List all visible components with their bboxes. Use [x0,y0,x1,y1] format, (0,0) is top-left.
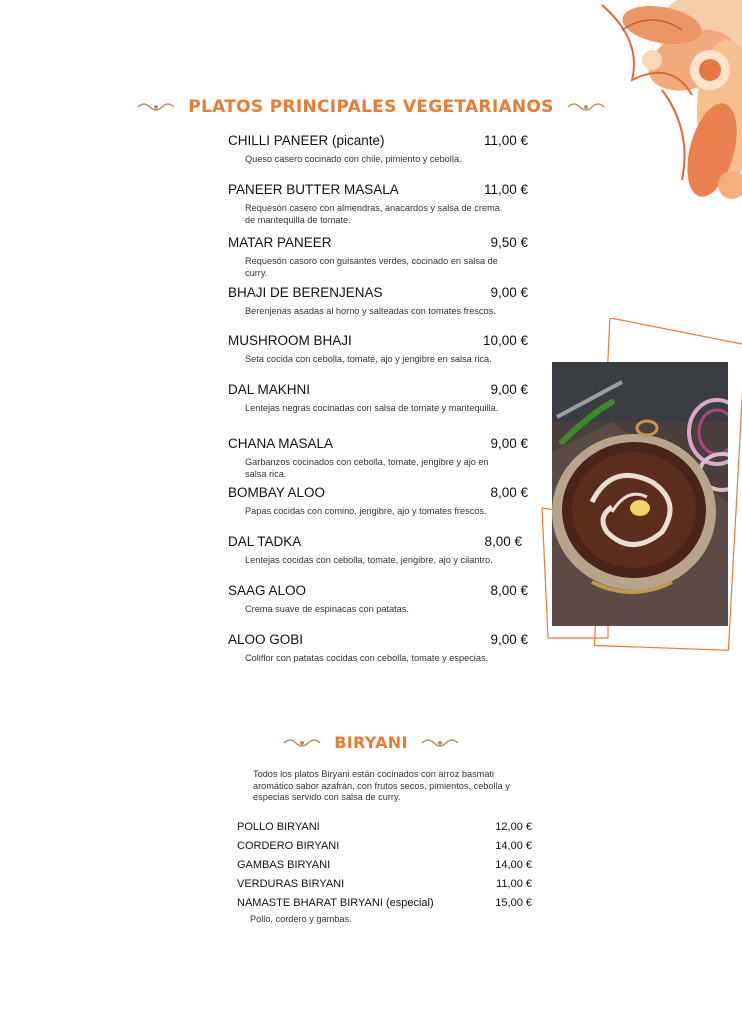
dish-description: Lentejas cocidas con cebolla, tomate, jengibre, ajo y cilantro. [245,555,493,565]
dish-description: Requesón casoro con guisantes verdes, cocinado en salsa de curry. [245,256,498,278]
biryani-name: CORDERO BIRYANI [237,840,340,852]
dish-price: 10,00 € [482,333,528,348]
right-flourish-icon [566,101,606,113]
dish-name: SAAG ALOO [228,583,307,598]
dish-description: Crema suave de espinacas con patatas. [245,604,409,614]
biryani-special-note: Pollo, cordero y gambas. [250,914,352,924]
dish-price: 8,00 € [490,485,528,500]
dish-name: BOMBAY ALOO [228,485,326,500]
food-photo-frame [538,318,742,654]
dish-description: Lentejas negras cocinadas con salsa de tomate y mantequilla. [245,403,499,413]
dish-description: Berenjenas asadas al horno y salteadas con tomates frescos. [245,306,496,316]
biryani-price: 12,00 € [495,821,532,833]
dish-name: CHANA MASALA [228,436,334,451]
biryani-price: 14,00 € [495,840,532,852]
biryani-title-text: BIRYANI [334,733,408,752]
dish-description: Garbanzos cocinados con cebolla, tomate, jengibre y ajo en salsa rica. [245,457,489,479]
biryani-price: 11,00 € [496,878,532,890]
dish-price: 11,00 € [483,133,528,148]
biryani-name: NAMASTE BHARAT BIRYANI (especial) [237,897,434,909]
dish-price: 8,00 € [490,583,528,598]
dish-price: 9,00 € [490,436,528,451]
left-flourish-icon [136,101,176,113]
dish-price: 9,00 € [490,382,528,397]
dish-name: DAL TADKA [228,534,302,549]
dish-price: 9,50 € [490,235,528,250]
dish-name: MUSHROOM BHAJI [228,333,352,348]
dal-makhni-photo [552,362,728,626]
dish-description: Requesón casero con almendras, anacardos y salsa de crema de mantequilla de tomate. [245,203,500,225]
biryani-name: GAMBAS BIRYANI [237,859,331,871]
biryani-intro: Todos los platos Biryani están cocinados con arroz basmati aromático sabor azafrán, con frutos secos, pimientos, cebolla y especias servido con salsa de curry. [253,769,510,802]
dish-description: Queso casero cocinado con chile, pimiento y cebolla. [245,154,462,164]
dish-price: 9,00 € [490,632,528,647]
dish-name: MATAR PANEER [228,235,332,250]
biryani-name: POLLO BIRYANI [237,821,320,833]
dish-name: DAL MAKHNI [228,382,311,397]
dish-price: 9,00 € [490,285,528,300]
veg-title-text: PLATOS PRINCIPALES VEGETARIANOS [188,97,554,117]
right-flourish-icon [420,737,460,749]
dish-description: Coliflor con patatas cocidas con cebolla, tomate y especias. [245,653,489,663]
dish-name: CHILLI PANEER (picante) [228,133,385,148]
dish-price: 8,00 € [484,534,522,549]
dish-name: ALOO GOBI [228,632,304,647]
dish-description: Papas cocidas con comino, jengibre, ajo y tomates frescos. [245,506,487,516]
veg-section-title [0,97,742,117]
dish-price: 11,00 € [483,182,528,197]
left-flourish-icon [282,737,322,749]
biryani-price: 14,00 € [495,859,532,871]
dish-description: Seta cocida con cebolla, tomate, ajo y jengibre en salsa rica. [245,354,492,364]
dish-name: BHAJI DE BERENJENAS [228,285,383,300]
biryani-price: 15,00 € [495,897,532,909]
biryani-section-title [0,732,742,752]
biryani-name: VERDURAS BIRYANI [237,878,345,890]
dish-name: PANEER BUTTER MASALA [228,182,399,197]
